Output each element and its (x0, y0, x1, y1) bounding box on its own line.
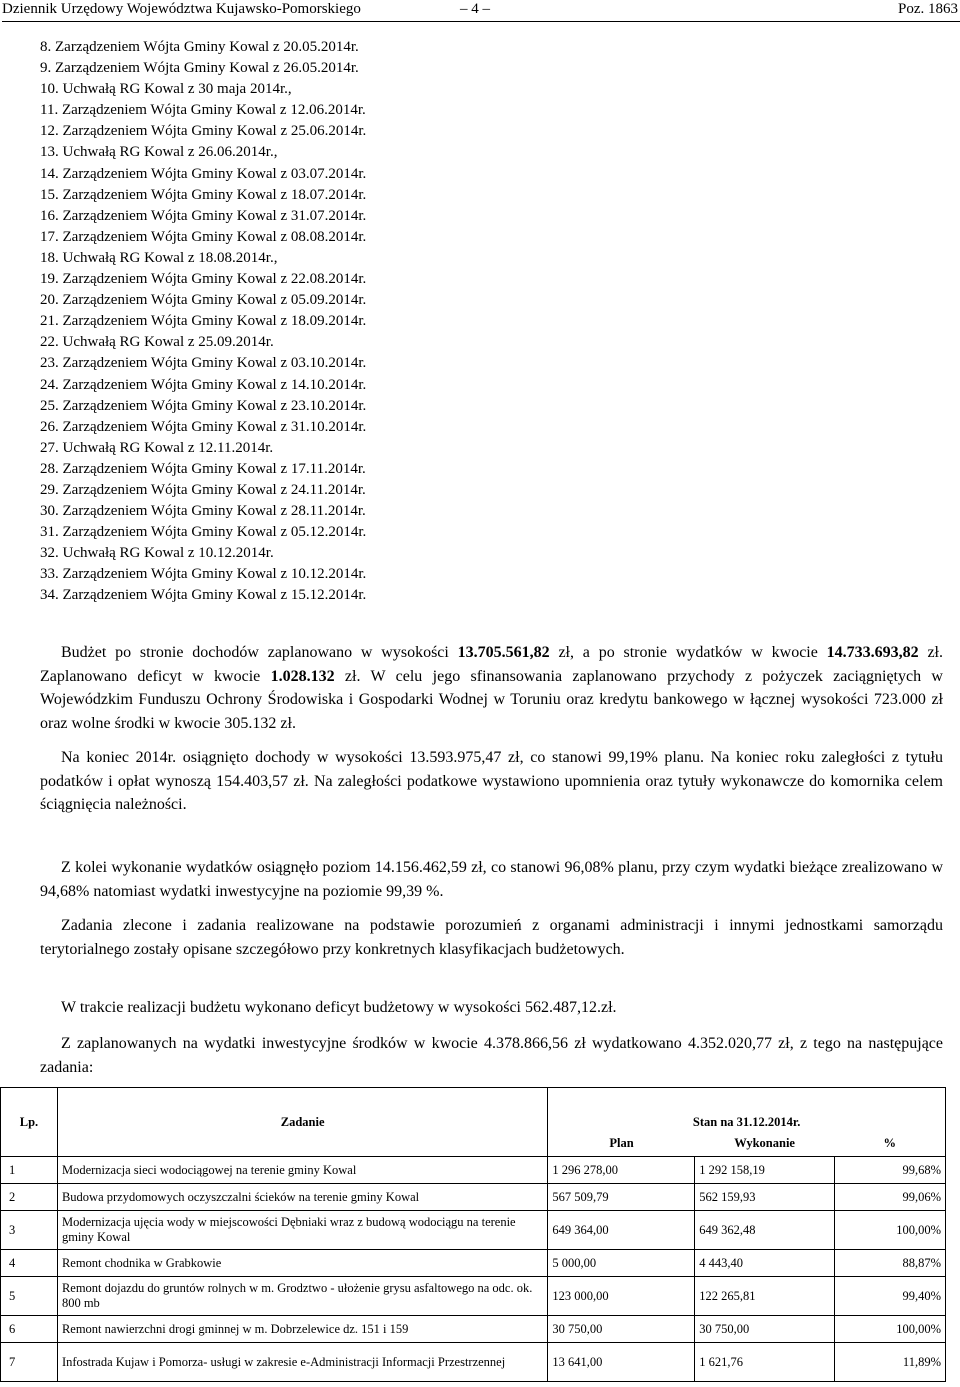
list-item: 10. Uchwałą RG Kowal z 30 maja 2014r., (40, 81, 292, 98)
list-item: 28. Zarządzeniem Wójta Gminy Kowal z 17.11.2014r. (40, 460, 366, 477)
list-item: 32. Uchwałą RG Kowal z 10.12.2014r. (40, 545, 274, 562)
cell-exec: 562 159,93 (695, 1184, 835, 1211)
tasks-paragraph: Zadania zlecone i zadania realizowane na podstawie porozumień z organami administracji i innymi jednostkami samorządu terytorialnego zostały opisane szczegółowo przy konkretnych klasyfikacjach budżetowych. (40, 917, 943, 958)
expenses-paragraph: Z kolei wykonanie wydatków osiągnęło poziom 14.156.462,59 zł, co stanowi 96,08% planu, przy czym wydatki bieżące zrealizowano w 94,68% natomiast wydatki inwestycyjne na poziomie 99,39 %. (40, 859, 943, 900)
position-number: Poz. 1863 (898, 1, 958, 17)
table-row (1, 1211, 946, 1250)
investment-paragraph: Z zaplanowanych na wydatki inwestycyjne środków w kwocie 4.378.866,56 zł wydatkowano 4.352.020,77 zł, z tego na następujące zadania: (40, 1035, 943, 1076)
planned-deficit: 1.028.132 (270, 667, 335, 685)
cell-exec: 1 621,76 (695, 1343, 835, 1382)
journal-title: Dziennik Urzędowy Województwa Kujawsko-Pomorskiego (2, 1, 361, 17)
list-item: 20. Zarządzeniem Wójta Gminy Kowal z 05.09.2014r. (40, 292, 367, 309)
investment-table (0, 1087, 946, 1382)
list-item: 14. Zarządzeniem Wójta Gminy Kowal z 03.07.2014r. (40, 165, 367, 182)
cell-exec: 649 362,48 (695, 1211, 835, 1250)
table-row (1, 1316, 946, 1343)
table-row (1, 1343, 946, 1382)
list-item: 17. Zarządzeniem Wójta Gminy Kowal z 08.08.2014r. (40, 228, 367, 245)
cell-task: Modernizacja sieci wodociągowej na terenie gminy Kowal (57, 1157, 547, 1184)
list-item: 33. Zarządzeniem Wójta Gminy Kowal z 10.12.2014r. (40, 566, 367, 583)
cell-exec: 30 750,00 (695, 1316, 835, 1343)
cell-plan: 567 509,79 (548, 1184, 695, 1211)
cell-lp: 5 (1, 1277, 58, 1316)
cell-plan: 30 750,00 (548, 1316, 695, 1343)
list-item: 21. Zarządzeniem Wójta Gminy Kowal z 18.09.2014r. (40, 313, 367, 330)
header-rule (2, 21, 960, 22)
cell-lp: 2 (1, 1184, 58, 1211)
ordinance-list (40, 37, 366, 607)
page-number: – 4 – (460, 1, 490, 17)
budget-text: Budżet po stronie dochodów zaplanowano w wysokości 13.705.561,82 zł, a po stronie wydatków w kwocie 14.733.693,82 zł. Zaplanowano deficyt w kwocie 1.028.132 zł. W celu jego sfinansowania zaplanowano przychody z pożyczek zaciągniętych w Wojewódzkim Funduszu Ochrony Środowiska i Gospodarki Wodnej w Toruniu oraz kredytu bankowego w łącznej wysokości 723.000 zł oraz wolne środki w kwocie 305.132 zł. (40, 644, 944, 732)
cell-pct: 99,40% (835, 1277, 946, 1316)
cell-exec: 4 443,40 (695, 1250, 835, 1277)
list-item: 24. Zarządzeniem Wójta Gminy Kowal z 14.10.2014r. (40, 376, 367, 393)
col-plan: Plan (548, 1131, 695, 1157)
cell-plan: 5 000,00 (548, 1250, 695, 1277)
cell-lp: 6 (1, 1316, 58, 1343)
col-status: Stan na 31.12.2014r. (548, 1088, 946, 1131)
cell-task: Infostrada Kujaw i Pomorza- usługi w zakresie e-Administracji Informacji Przestrzennej (57, 1343, 547, 1382)
table-row (1, 1184, 946, 1211)
list-item: 8. Zarządzeniem Wójta Gminy Kowal z 20.05.2014r. (40, 39, 359, 55)
cell-pct: 11,89% (835, 1343, 946, 1382)
list-item: 22. Uchwałą RG Kowal z 25.09.2014r. (40, 334, 274, 351)
list-item: 23. Zarządzeniem Wójta Gminy Kowal z 03.10.2014r. (40, 355, 367, 372)
cell-plan: 1 296 278,00 (548, 1157, 695, 1184)
list-item: 29. Zarządzeniem Wójta Gminy Kowal z 24.11.2014r. (40, 481, 366, 498)
col-task: Zadanie (57, 1088, 547, 1157)
cell-task: Modernizacja ujęcia wody w miejscowości Dębniaki wraz z budową wodociągu na terenie gminy Kowal (57, 1211, 547, 1250)
list-item: 15. Zarządzeniem Wójta Gminy Kowal z 18.07.2014r. (40, 186, 367, 203)
income-paragraph: Na koniec 2014r. osiągnięto dochody w wysokości 13.593.975,47 zł, co stanowi 99,19% planu. Na koniec roku zaległości z tytułu podatków i opłat wynoszą 154.403,57 zł. Na zaległości podatkowe wystawiono upomnienia oraz tytuły wykonawcze do komornika celem ściągnięcia należności. (40, 749, 943, 814)
col-lp: Lp. (1, 1088, 58, 1157)
cell-plan: 123 000,00 (548, 1277, 695, 1316)
cell-pct: 99,68% (835, 1157, 946, 1184)
col-exec: Wykonanie (695, 1131, 835, 1157)
cell-exec: 1 292 158,19 (695, 1157, 835, 1184)
deficit-paragraph: W trakcie realizacji budżetu wykonano deficyt budżetowy w wysokości 562.487,12.zł. (61, 999, 617, 1016)
cell-pct: 99,06% (835, 1184, 946, 1211)
table-row (1, 1157, 946, 1184)
planned-income: 13.705.561,82 (457, 644, 550, 661)
list-item: 19. Zarządzeniem Wójta Gminy Kowal z 22.08.2014r. (40, 271, 367, 288)
cell-task: Remont nawierzchni drogi gminnej w m. Dobrzelewice dz. 151 i 159 (57, 1316, 547, 1343)
planned-expenses: 14.733.693,82 (826, 644, 919, 661)
cell-lp: 3 (1, 1211, 58, 1250)
table-row (1, 1250, 946, 1277)
cell-exec: 122 265,81 (695, 1277, 835, 1316)
cell-lp: 7 (1, 1343, 58, 1382)
budget-paragraph (40, 641, 943, 735)
table-row (1, 1277, 946, 1316)
col-pct: % (835, 1131, 946, 1157)
cell-task: Remont chodnika w Grabkowie (57, 1250, 547, 1277)
list-item: 16. Zarządzeniem Wójta Gminy Kowal z 31.07.2014r. (40, 207, 367, 224)
cell-pct: 100,00% (835, 1211, 946, 1250)
cell-plan: 13 641,00 (548, 1343, 695, 1382)
list-item: 9. Zarządzeniem Wójta Gminy Kowal z 26.05.2014r. (40, 60, 359, 77)
list-item: 31. Zarządzeniem Wójta Gminy Kowal z 05.12.2014r. (40, 524, 367, 541)
cell-pct: 88,87% (835, 1250, 946, 1277)
page-header (2, 0, 960, 22)
cell-lp: 1 (1, 1157, 58, 1184)
list-item: 11. Zarządzeniem Wójta Gminy Kowal z 12.06.2014r. (40, 102, 366, 119)
list-item: 34. Zarządzeniem Wójta Gminy Kowal z 15.12.2014r. (40, 587, 367, 604)
list-item: 18. Uchwałą RG Kowal z 18.08.2014r., (40, 249, 278, 266)
cell-lp: 4 (1, 1250, 58, 1277)
list-item: 25. Zarządzeniem Wójta Gminy Kowal z 23.10.2014r. (40, 397, 367, 414)
cell-task: Remont dojazdu do gruntów rolnych w m. Grodztwo - ułożenie grysu asfaltowego na odc. ok. 800 mb (57, 1277, 547, 1316)
list-item: 27. Uchwałą RG Kowal z 12.11.2014r. (40, 439, 274, 456)
list-item: 13. Uchwałą RG Kowal z 26.06.2014r., (40, 144, 278, 161)
list-item: 12. Zarządzeniem Wójta Gminy Kowal z 25.06.2014r. (40, 123, 367, 140)
cell-task: Budowa przydomowych oczyszczalni ścieków na terenie gminy Kowal (57, 1184, 547, 1211)
cell-plan: 649 364,00 (548, 1211, 695, 1250)
list-item: 30. Zarządzeniem Wójta Gminy Kowal z 28.11.2014r. (40, 503, 366, 520)
list-item: 26. Zarządzeniem Wójta Gminy Kowal z 31.10.2014r. (40, 418, 367, 435)
cell-pct: 100,00% (835, 1316, 946, 1343)
